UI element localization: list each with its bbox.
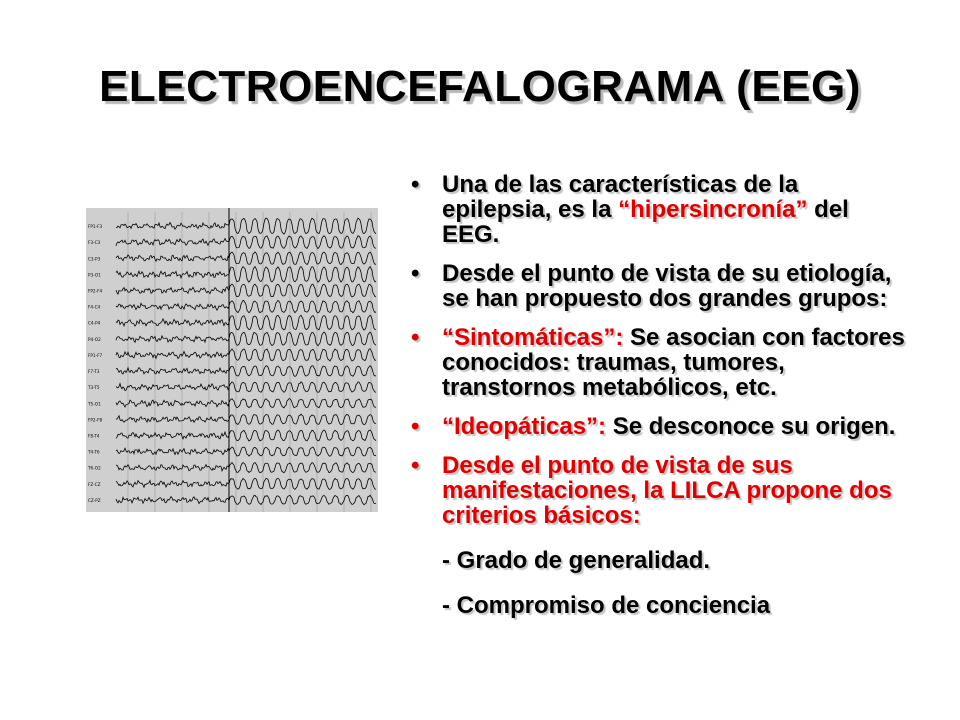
eeg-channel-label: F3-C3 [88,240,101,246]
bullet-text: Se asocian con factores conocidos: traumas, tumores, transtornos metabólicos, etc. [442,324,905,401]
eeg-channel-label: T4-T6 [88,449,100,455]
bullet-list [408,172,908,618]
eeg-channel-label: T5-O1 [88,401,101,407]
bullet-text: Una de las características de la epilepsia, es la [442,171,799,223]
slide-title: ELECTROENCEFALOGRAMA (EEG) [99,62,861,111]
bullet-dot: • [411,452,420,479]
bullet-dot: • [411,171,420,198]
bullet-text: Se desconoce su origen. [612,413,896,440]
highlight-text: “Sintomáticas”: [442,324,631,351]
eeg-channel-label: C3-P3 [88,256,101,262]
eeg-channel-label: FP1-F3 [88,224,103,230]
eeg-channel-label: P4-O2 [88,336,101,342]
eeg-trace-chart [86,208,378,512]
highlight-text: “hipersincronía” [618,196,808,223]
eeg-channel-label: FP2-F4 [88,288,103,294]
sub-item-generalidad: - Grado de generalidad. [442,547,711,574]
eeg-channel-label: P3-O1 [88,272,101,278]
bullet-item-hipersincronia [408,172,908,247]
bullet-item-ideopaticas [408,414,908,439]
highlight-text: Desde el punto de vista de sus manifestaciones, la LILCA propone dos criterios básicos: [442,452,892,529]
eeg-channel-label: F8-T4 [88,433,100,439]
bullet-dot: • [411,260,420,287]
bullet-item-sintomaticas [408,325,908,400]
eeg-image [86,208,378,512]
bullet-item-manifestaciones [408,453,908,528]
bullet-dot: • [411,324,420,351]
bullet-dot: • [411,413,420,440]
eeg-channel-label: CZ-PZ [88,497,101,503]
eeg-channel-label: C4-P4 [88,320,101,326]
eeg-channel-label: T3-T5 [88,385,100,391]
eeg-channel-label: F7-T3 [88,369,100,375]
eeg-channel-label: FZ-CZ [88,481,101,487]
highlight-text: “Ideopáticas”: [442,413,613,440]
bullet-text: Desde el punto de vista de su etiología, se han propuesto dos grandes grupos: [442,260,892,312]
eeg-channel-label: T6-O2 [88,465,101,471]
eeg-channel-label: F4-C4 [88,304,101,310]
bullet-item-etiologia [408,261,908,311]
eeg-channel-label: FP2-F8 [88,417,103,423]
sub-item-conciencia: - Compromiso de conciencia [442,592,771,619]
bullet-text: del EEG. [442,196,849,248]
eeg-channel-label: FP1-F7 [88,352,103,358]
